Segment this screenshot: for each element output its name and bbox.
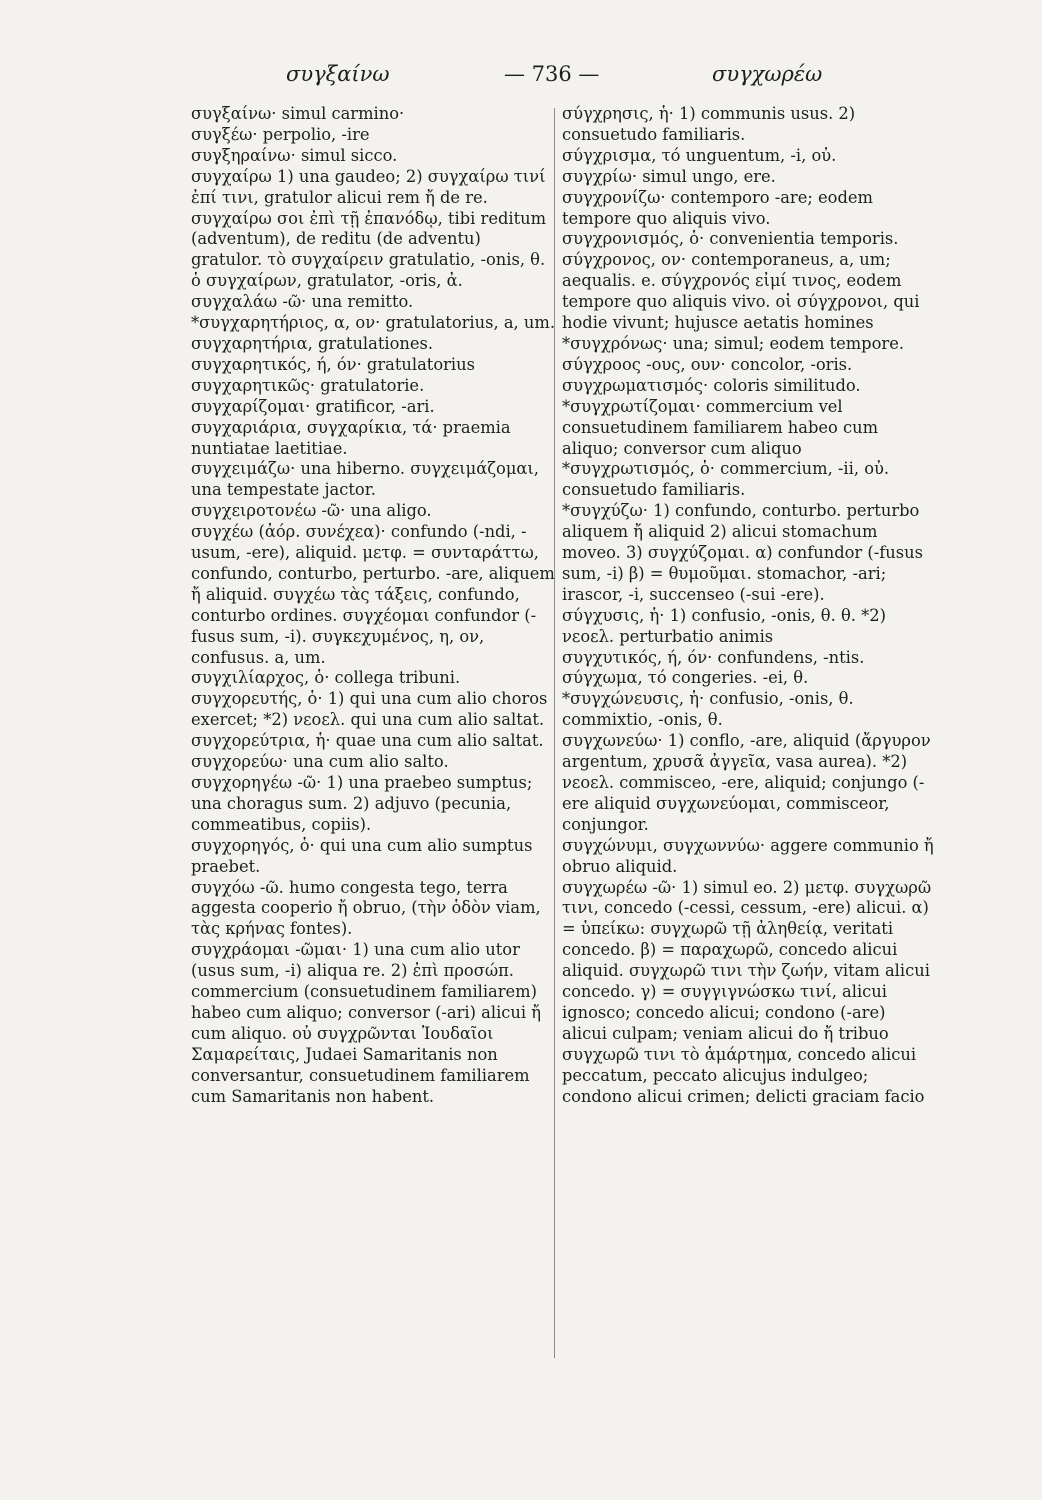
dictionary-entry: συγχορευτής, ὁ· 1) qui una cum alio choros exercet; *2) νεοελ. qui una cum alio saltat. bbox=[191, 689, 548, 730]
dictionary-entry: συγξαίνω· simul carmino· bbox=[191, 104, 405, 123]
dictionary-entry: συγξηραίνω· simul sicco. bbox=[191, 145, 398, 165]
dictionary-entry: συγχωρέω -ῶ· 1) simul eo. 2) μετφ. συγχωρῶ τινι, concedo (-cessi, cessum, -ere) alicui. α) = ὑπείκω: συγχωρῶ τῇ ἀληθείᾳ, veritati concedo. β) = παραχωρῶ, concedo alicui aliquid. συγχωρῶ τινι τὴν ζωήν, vitam alicui concedo. γ) = συγγιγνώσκω τινί, alicui ignosco; concedo alicui; condono (-are) alicui culpam; veniam alicui do ἤ tribuo συγχωρῶ τινι τὸ ἁμάρτημα, concedo alicui peccatum, peccato alicujus indulgeo; condono alicui crimen; delicti graciam facio bbox=[562, 877, 932, 1106]
dictionary-entry: συγχωνεύω· 1) conflo, -are, aliquid (ἄργυρον argentum, χρυσᾶ ἀγγεῖα, vasa aurea). *2) νεοελ. commisceo, -ere, aliquid; conjungo (-ere aliquid συγχωνεύομαι, commisceor, conjungor. bbox=[562, 731, 931, 834]
left-running-headword: συγξαίνω bbox=[286, 62, 390, 86]
dictionary-entry: συγχορεύω· una cum alio salto. bbox=[191, 752, 449, 772]
dictionary-entry: συγχώνυμι, συγχωννύω· aggere communio ἤ obruo aliquid. bbox=[562, 835, 934, 876]
dictionary-entry: συγχράομαι -ῶμαι· 1) una cum alio utor (usus sum, -i) aliqua re. 2) ἐπὶ προσώπ. commercium (consuetudinem familiarem) habeo cum aliquo; conversor (-ari) alicui ἤ cum aliquo. οὐ συγχρῶνται Ἰουδαῖοι Σαμαρείταις, Judaei Samaritanis non conversantur, consuetudinem familiarem cum Samaritanis non habent. bbox=[191, 940, 542, 1106]
dictionary-entry: συγχιλίαρχος, ὁ· collega tribuni. bbox=[191, 668, 461, 688]
dictionary-entry: συγχόω -ῶ. humo congesta tego, terra aggesta cooperio ἤ obruo, (τὴν ὁδὸν viam, τὰς κρήνας fontes). bbox=[191, 877, 541, 939]
dictionary-entry: συγχαλάω -ῶ· una remitto. bbox=[191, 292, 414, 312]
dictionary-entry: συγχειμάζω· una hiberno. συγχειμάζομαι, una tempestate jactor. bbox=[191, 459, 539, 500]
dictionary-entry: συγχορηγέω -ῶ· 1) una praebeo sumptus; una choragus sum. 2) adjuvo (pecunia, commeatibus, copiis). bbox=[191, 773, 533, 834]
page-number: — 736 — bbox=[504, 62, 600, 86]
dictionary-entry: σύγχωμα, τό congeries. -ei, θ. bbox=[562, 668, 809, 688]
dictionary-entry: συγχρονίζω· contemporo -are; eodem tempore quo aliquis vivo. bbox=[562, 187, 873, 228]
dictionary-entry: σύγχρισμα, τό unguentum, -i, οὐ. bbox=[562, 145, 837, 165]
dictionary-entry: σύγχροος -ους, ουν· concolor, -oris. bbox=[562, 354, 853, 374]
dictionary-entry: *συγχρωτισμός, ὁ· commercium, -ii, οὐ. consuetudo familiaris. bbox=[562, 459, 890, 500]
dictionary-entry: συγχειροτονέω -ῶ· una aligo. bbox=[191, 501, 432, 521]
dictionary-entry: συγχυτικός, ή, όν· confundens, -ntis. bbox=[562, 647, 865, 667]
dictionary-entry: συγχαίρω 1) una gaudeo; 2) συγχαίρω τινί ἐπί τινι, gratulor alicui rem ἤ de re. συγχαίρω σοι ἐπὶ τῇ ἐπανόδῳ, tibi reditum (adventum), de reditu (de adventu) gratulor. τὸ συγχαίρειν gratulatio, -onis, θ. ὁ συγχαίρων, gratulator, -oris, ἀ. bbox=[191, 166, 547, 291]
dictionary-entry: συγχρίω· simul ungo, ere. bbox=[562, 166, 776, 186]
dictionary-entry: συγχρονισμός, ὁ· convenientia temporis. bbox=[562, 229, 899, 249]
dictionary-entry: συγχορεύτρια, ἡ· quae una cum alio saltat. bbox=[191, 731, 544, 751]
dictionary-entry: συγχορηγός, ὁ· qui una cum alio sumptus praebet. bbox=[191, 835, 533, 876]
dictionary-entry: συγξέω· perpolio, -ire bbox=[191, 124, 370, 144]
dictionary-entry: συγχαρητικός, ή, όν· gratulatorius bbox=[191, 354, 475, 374]
dictionary-entry: *συγχαρητήριος, α, ον· gratulatorius, a, um. συγχαρητήρια, gratulationes. bbox=[191, 313, 555, 353]
running-head bbox=[192, 62, 862, 92]
dictionary-entry: σύγχυσις, ἡ· 1) confusio, -onis, θ. θ. *2) νεοελ. perturbatio animis bbox=[562, 605, 886, 646]
dictionary-entry: συγχέω (ἀόρ. συνέχεα)· confundo (-ndi, -usum, -ere), aliquid. μετφ. = συνταράττω, confundo, conturbo, perturbo. -are, aliquem ἤ aliquid. συγχέω τὰς τάξεις, confundo, conturbo ordines. συγχέομαι confundor (-fusus sum, -i). συγκεχυμένος, η, ον, confusus. a, um. bbox=[191, 522, 555, 667]
dictionary-entry: συγχαριάρια, συγχαρίκια, τά· praemia nuntiatae laetitiae. bbox=[191, 417, 511, 458]
dictionary-entry: *συγχρόνως· una; simul; eodem tempore. bbox=[562, 333, 905, 353]
dictionary-entry: συγχαρίζομαι· gratificor, -ari. bbox=[191, 396, 435, 416]
dictionary-entry: σύγχρονος, ον· contemporaneus, a, um; aequalis. e. σύγχρονός εἰμί τινος, eodem tempore quo aliquis vivo. οἱ σύγχρονοι, qui hodie vivunt; hujusce aetatis homines bbox=[562, 250, 920, 333]
left-column bbox=[191, 104, 557, 1108]
dictionary-entry: *συγχώνευσις, ἡ· confusio, -onis, θ. commixtio, -onis, θ. bbox=[562, 689, 854, 730]
dictionary-entry: *συγχρωτίζομαι· commercium vel consuetudinem familiarem habeo cum aliquo; conversor cum aliquo bbox=[562, 396, 879, 458]
right-column bbox=[562, 104, 934, 1108]
dictionary-entry: συγχρωματισμός· coloris similitudo. bbox=[562, 375, 861, 395]
dictionary-entry: συγχαρητικῶς· gratulatorie. bbox=[191, 375, 425, 395]
right-running-headword: συγχωρέω bbox=[712, 62, 823, 86]
dictionary-entry: *συγχύζω· 1) confundo, conturbo. perturbo aliquem ἤ aliquid 2) alicui stomachum moveo. 3) συγχύζομαι. α) confundor (-fusus sum, -i) β) = θυμοῦμαι. stomachor, -ari; irascor, -i, succenseo (-sui -ere). bbox=[562, 501, 923, 604]
dictionary-entry: σύγχρησις, ἡ· 1) communis usus. 2) consuetudo familiaris. bbox=[562, 104, 856, 144]
